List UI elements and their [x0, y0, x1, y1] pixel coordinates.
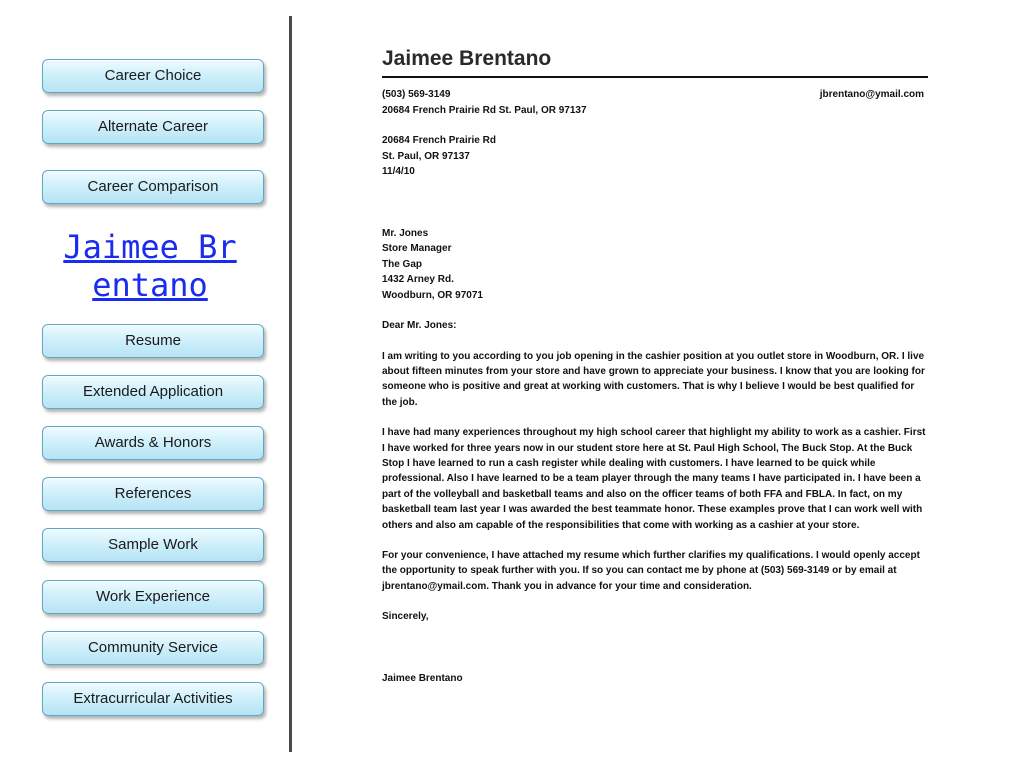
- signature: Jaimee Brentano: [382, 672, 463, 684]
- nav-button-career-choice[interactable]: Career Choice: [42, 59, 264, 93]
- sender-block: [382, 133, 928, 180]
- nav-button-awards-honors[interactable]: Awards & Honors: [42, 426, 264, 460]
- body-paragraph-1: I am writing to you according to you job opening in the cashier position at you outlet store in Woodburn, OR. I live about fifteen minutes from your store and have grown to appreciate your business. I know that you are looking for someone who is positive and great at working with customers. That is why I believe I would be best qualified for the job.: [382, 350, 925, 408]
- header-rule: [382, 76, 928, 78]
- date-line: 11/4/10: [382, 166, 415, 177]
- nav-button-resume[interactable]: Resume: [42, 324, 264, 358]
- nav-button-sample-work[interactable]: Sample Work: [42, 528, 264, 562]
- vertical-divider: [289, 16, 292, 752]
- recipient-block: [382, 226, 928, 304]
- letter-header-name: Jaimee Brentano: [382, 47, 552, 70]
- recipient-line: The Gap: [382, 258, 423, 270]
- nav-button-career-comparison[interactable]: Career Comparison: [42, 170, 264, 204]
- contact-row: [382, 87, 928, 103]
- email-address: jbrentano@ymail.com: [819, 89, 924, 100]
- nav-button-extracurricular-activities[interactable]: Extracurricular Activities: [42, 682, 264, 716]
- phone-number: (503) 569-3149: [382, 89, 451, 100]
- recipient-line: 1432 Arney Rd.: [382, 274, 454, 285]
- recipient-line: Woodburn, OR 97071: [382, 289, 483, 301]
- nav-button-community-service[interactable]: Community Service: [42, 631, 264, 665]
- nav-button-references[interactable]: References: [42, 477, 264, 511]
- sender-line: 20684 French Prairie Rd: [382, 135, 496, 146]
- recipient-line: Store Manager: [382, 243, 452, 254]
- salutation: Dear Mr. Jones:: [382, 320, 457, 331]
- recipient-line: Mr. Jones: [382, 227, 429, 239]
- nav-button-extended-application[interactable]: Extended Application: [42, 375, 264, 409]
- closing: Sincerely,: [382, 611, 429, 623]
- sender-line: St. Paul, OR 97137: [382, 150, 470, 162]
- body-paragraph-3: For your convenience, I have attached my resume which further clarifies my qualifications. I would openly accept the opportunity to speak further with you. If so you can contact me by phone at (503) 569-3149 or by email at jbrentano@ymail.com. Thank you in advance for your time and consideration.: [382, 549, 920, 592]
- nav-button-work-experience[interactable]: Work Experience: [42, 580, 264, 614]
- header-address: 20684 French Prairie Rd St. Paul, OR 97137: [382, 104, 587, 116]
- nav-button-alternate-career[interactable]: Alternate Career: [42, 110, 264, 144]
- cover-letter: [382, 44, 928, 686]
- name-link[interactable]: Jaimee Brentano: [63, 228, 237, 304]
- body-paragraph-2: I have had many experiences throughout my high school career that highlight my ability to work as a cashier. First I have worked for three years now in our student store here at St. Paul High School, The Buck Stop. At the Buck Stop I have learned to run a cash register while dealing with customers. I have learned to be quick while professional. Also I have learned to be a team player through the many teams I have participated in. I have been a part of the volleyball and basketball teams and also on the officer teams of both FFA and FBLA. In fact, on my basketball team last year I was awarded the best teammate honor. These examples prove that I can work well with others and also am capable of the responsibilities that come with working as a cashier at your store.: [382, 427, 926, 531]
